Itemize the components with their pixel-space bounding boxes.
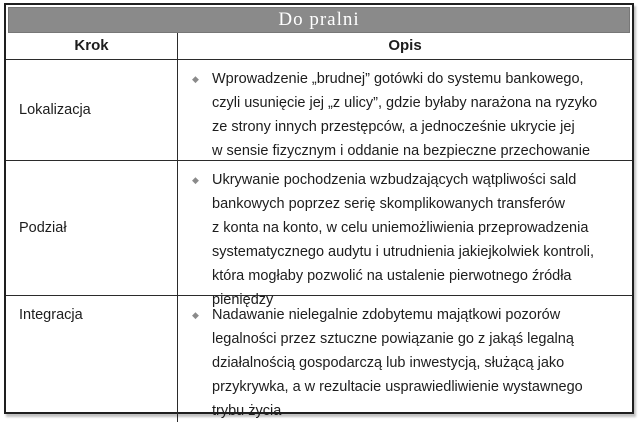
table-grid (6, 33, 632, 422)
step-description-lokalizacja: Wprowadzenie „brudnej” gotówki do systemu bankowego, czyli usunięcie jej „z ulicy”, gdzie byłaby narażona na ryzyko ze strony innych przestępców, a jednocześnie ukrycie jej w sensie fizycznym i oddanie na bezpieczne przechowanie (212, 70, 598, 159)
table-row-podzial (6, 161, 632, 308)
diamond-bullet-icon: ◆ (192, 73, 199, 84)
description-cell (178, 296, 632, 422)
step-label-lokalizacja: Lokalizacja (19, 101, 91, 118)
step-cell (6, 296, 178, 422)
step-cell (6, 161, 178, 295)
column-header-step: Krok (6, 33, 178, 59)
column-header-row (6, 33, 632, 60)
money-laundering-stages-table (4, 3, 634, 419)
step-description-podzial: Ukrywanie pochodzenia wzbudzających wątpliwości sald bankowych poprzez serię skomplikowanych transferów z konta na konto, w celu uniemożliwienia przeprowadzenia systematycznego audytu i utrudnienia jakiejkolwiek kontroli, która mogłaby pozwolić na ustalenie pierwotnego źródła pieniędzy (212, 171, 595, 308)
diamond-bullet-icon: ◆ (192, 174, 199, 185)
table-title: Do pralni (278, 9, 360, 30)
table-row-integracja (6, 296, 632, 422)
step-description-integracja: Nadawanie nielegalnie zdobytemu majątkowi pozorów legalności przez sztuczne powiązanie go z jakąś legalną działalnością gospodarczą lub inwestycją, służącą jako przykrywka, a w rezultacie usprawiedliwienie wystawnego trybu życia (212, 306, 583, 419)
table-row-lokalizacja (6, 60, 632, 161)
step-label-integracja: Integracja (19, 306, 83, 323)
column-header-description: Opis (388, 37, 422, 55)
step-cell (6, 60, 178, 160)
table-title-band (8, 7, 630, 33)
diamond-bullet-icon: ◆ (192, 309, 199, 320)
step-label-podzial: Podział (19, 219, 67, 236)
description-cell (178, 161, 632, 308)
description-cell (178, 60, 632, 160)
